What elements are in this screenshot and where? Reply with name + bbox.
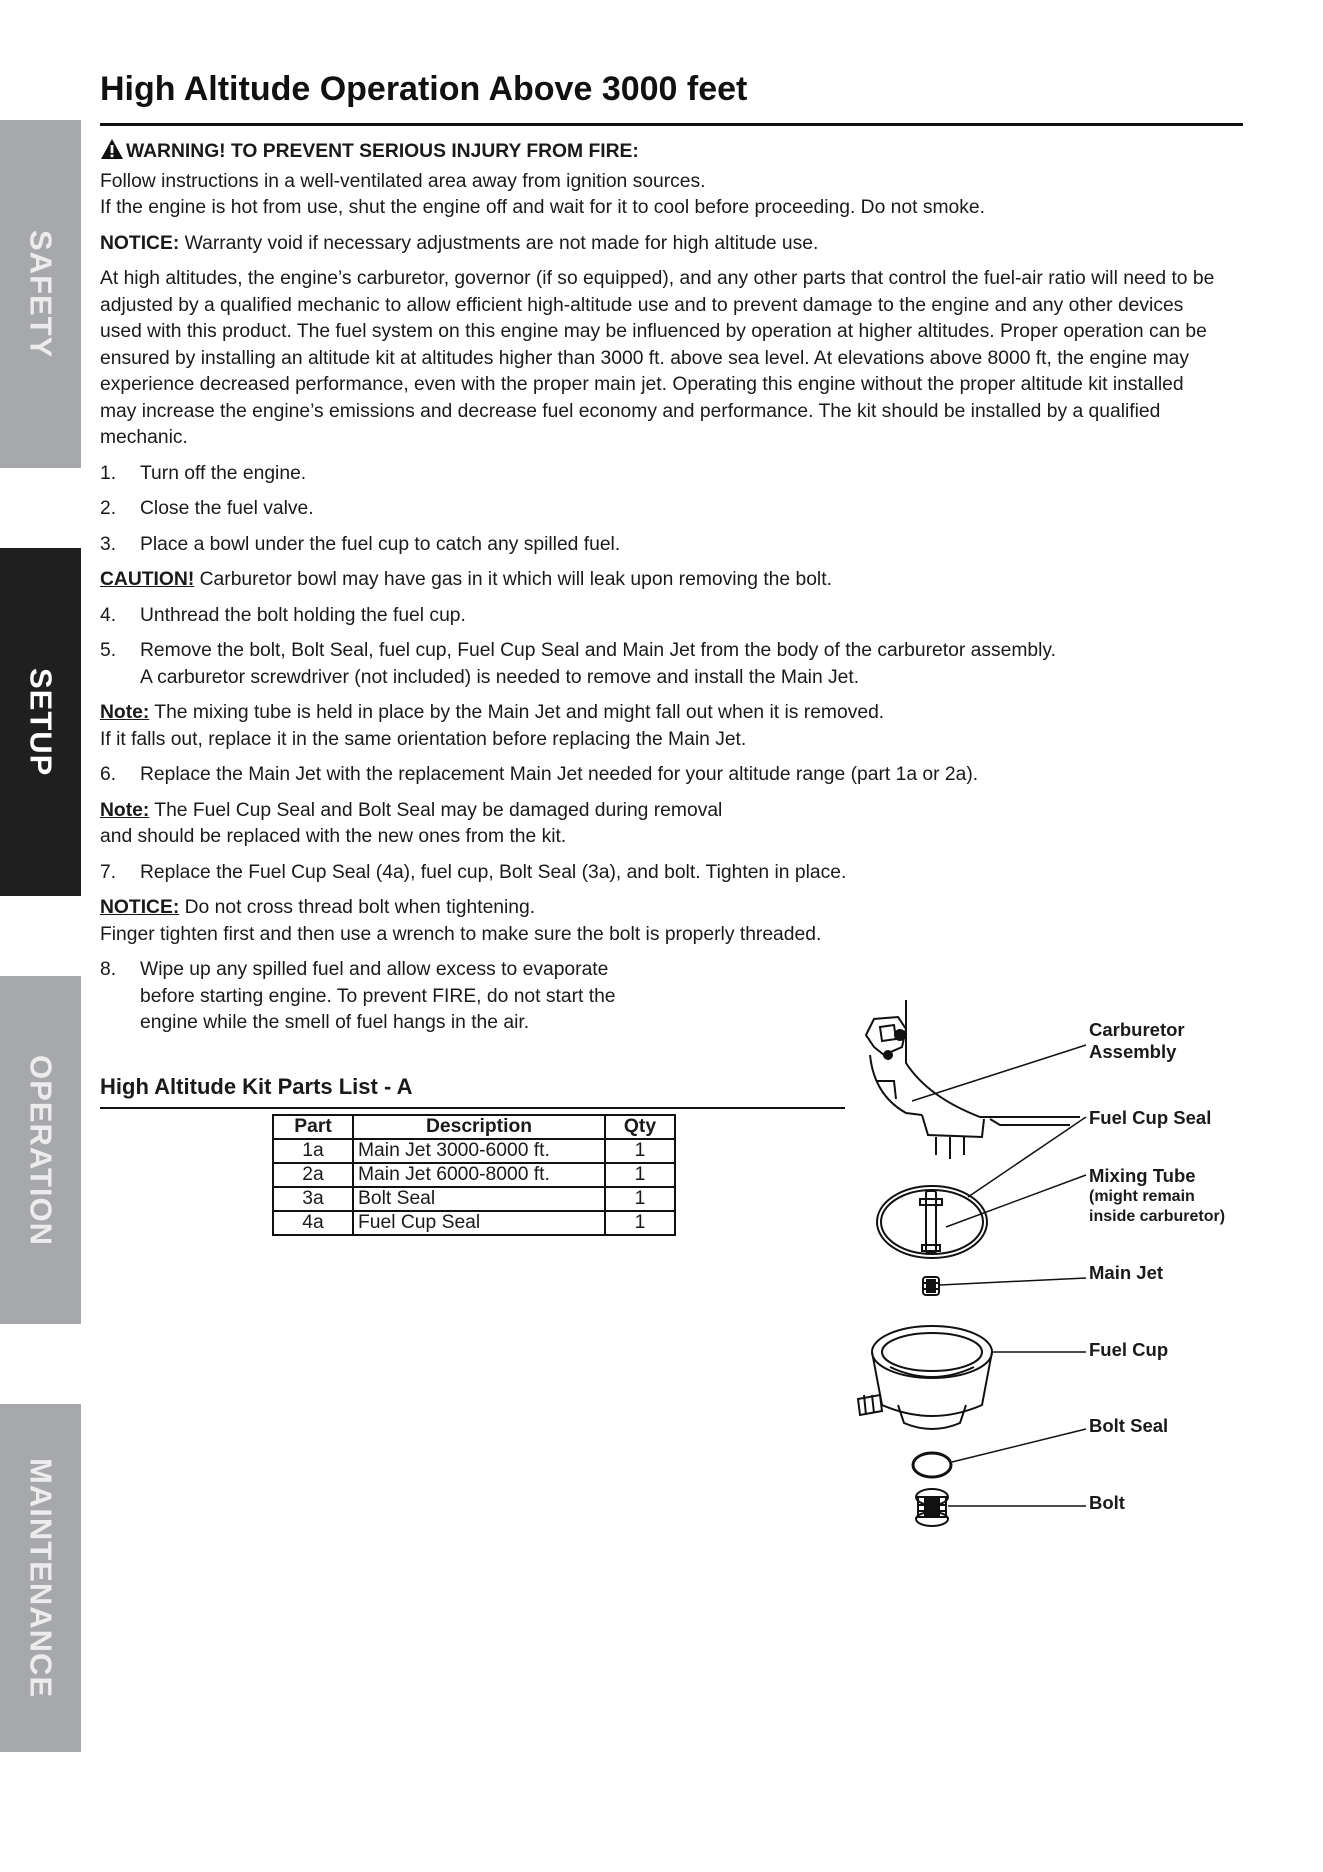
column-header-part: Part — [273, 1115, 353, 1139]
cell-part: 3a — [273, 1187, 353, 1211]
cell-description: Main Jet 6000-8000 ft. — [353, 1163, 605, 1187]
note-text-continued: If it falls out, replace it in the same orientation before replacing the Main Jet. — [100, 728, 747, 750]
label-mixing-tube-title: Mixing Tube — [1089, 1165, 1196, 1186]
warning-heading-text: WARNING! TO PREVENT SERIOUS INJURY FROM FIRE: — [126, 141, 639, 162]
cell-part: 4a — [273, 1211, 353, 1235]
step-text-line-3: engine while the smell of fuel hangs in the air. — [140, 1012, 530, 1033]
warning-triangle-icon — [100, 138, 124, 169]
step-3 — [100, 532, 1220, 559]
note-text: The mixing tube is held in place by the Main Jet and might fall out when it is removed. — [149, 702, 885, 723]
kit-divider — [100, 1107, 845, 1109]
label-fuel-cup-seal: Fuel Cup Seal — [1089, 1107, 1212, 1128]
carburetor-drawing — [840, 995, 1260, 1535]
caution-label: CAUTION! — [100, 569, 195, 590]
notice-text-continued: Finger tighten first and then use a wrench to make sure the bolt is properly threaded. — [100, 923, 822, 945]
step-number: 2. — [100, 498, 117, 519]
label-fuel-cup: Fuel Cup — [1089, 1339, 1169, 1360]
notice-label: NOTICE: — [100, 897, 180, 918]
tab-operation[interactable] — [0, 976, 81, 1324]
label-mixing-tube-sub-2: inside carburetor) — [1089, 1208, 1226, 1225]
tab-maintenance[interactable] — [0, 1404, 81, 1752]
parts-table — [272, 1114, 676, 1236]
step-4 — [100, 603, 1220, 630]
note-seals — [100, 798, 1220, 851]
kit-parts-heading: High Altitude Kit Parts List - A — [100, 1074, 413, 1099]
warning-line-2: If the engine is hot from use, shut the engine off and wait for it to cool before proceeding. Do not smoke. — [100, 197, 985, 218]
step-text-continued: A carburetor screwdriver (not included) is needed to remove and install the Main Jet. — [140, 666, 860, 688]
step-text-line-1: Wipe up any spilled fuel and allow excess to evaporate — [140, 959, 609, 980]
label-main-jet: Main Jet — [1089, 1262, 1164, 1283]
note-label: Note: — [100, 799, 150, 821]
step-2 — [100, 496, 1220, 523]
carburetor-exploded-diagram — [840, 995, 1260, 1535]
step-1 — [100, 461, 1220, 488]
step-text: Replace the Main Jet with the replacement Main Jet needed for your altitude range (part 1a or 2a). — [140, 764, 979, 785]
step-number: 8. — [100, 959, 117, 980]
step-text: Turn off the engine. — [140, 462, 307, 484]
warning-heading — [100, 138, 1220, 169]
label-bolt: Bolt — [1089, 1492, 1125, 1513]
label-carburetor-assembly — [1089, 1019, 1185, 1063]
note-text-continued: and should be replaced with the new ones from the kit. — [100, 826, 567, 847]
notice-text: Do not cross thread bolt when tightening. — [179, 897, 536, 918]
notice-threading — [100, 895, 1220, 948]
caution-note — [100, 567, 1220, 594]
page-title: High Altitude Operation Above 3000 feet — [100, 70, 748, 108]
cell-qty: 1 — [605, 1163, 675, 1187]
main-content — [100, 138, 1220, 1046]
note-mixing-tube — [100, 700, 1220, 753]
table-header-row — [273, 1115, 675, 1139]
step-6 — [100, 762, 1220, 789]
cell-part: 2a — [273, 1163, 353, 1187]
note-label: Note: — [100, 702, 150, 723]
title-divider — [100, 123, 1243, 126]
label-carburetor-line-2: Assembly — [1089, 1041, 1177, 1062]
column-header-description: Description — [353, 1115, 605, 1139]
label-mixing-tube — [1089, 1165, 1225, 1227]
step-text: Close the fuel valve. — [140, 498, 314, 519]
label-carburetor-line-1: Carburetor — [1089, 1019, 1185, 1040]
column-header-qty: Qty — [605, 1115, 675, 1139]
cell-part: 1a — [273, 1139, 353, 1163]
warning-line-1: Follow instructions in a well-ventilated area away from ignition sources. — [100, 170, 706, 192]
step-number: 3. — [100, 533, 117, 555]
notice-label: NOTICE: — [100, 232, 180, 254]
step-text: Unthread the bolt holding the fuel cup. — [140, 604, 466, 626]
step-number: 6. — [100, 764, 117, 785]
step-text: Remove the bolt, Bolt Seal, fuel cup, Fuel Cup Seal and Main Jet from the body of the carburetor assembly. — [140, 640, 1056, 661]
step-number: 1. — [100, 462, 117, 484]
intro-paragraph: At high altitudes, the engine’s carburetor, governor (if so equipped), and any other parts that control the fuel-air ratio will need to be adjusted by a qualified mechanic to allow efficient high-altitude use and to prevent damage to the engine and any other devices used with this product. The fuel system on this engine may be influenced by operation at higher altitudes. Proper operation can be ensured by installing an altitude kit at altitudes higher than 3000 ft. above sea level. At elevations above 8000 ft, the engine may experience decreased performance, even with the proper main jet. Operating this engine without the proper altitude kit installed may increase the engine’s emissions and decrease fuel economy and performance. The kit should be installed by a qualified mechanic. — [100, 268, 1215, 448]
tab-safety-label: SAFETY — [23, 229, 59, 359]
tab-safety[interactable] — [0, 120, 81, 468]
step-text-line-2: before starting engine. To prevent FIRE, do not start the — [140, 985, 616, 1007]
tab-setup-label: SETUP — [23, 667, 59, 777]
table-row — [273, 1139, 675, 1163]
cell-qty: 1 — [605, 1211, 675, 1235]
step-number: 7. — [100, 861, 117, 883]
step-number: 4. — [100, 604, 117, 626]
cell-qty: 1 — [605, 1187, 675, 1211]
cell-description: Main Jet 3000-6000 ft. — [353, 1139, 605, 1163]
tab-maintenance-label: MAINTENANCE — [23, 1457, 59, 1699]
tab-setup[interactable] — [0, 548, 81, 896]
step-text: Replace the Fuel Cup Seal (4a), fuel cup, Bolt Seal (3a), and bolt. Tighten in place. — [140, 861, 847, 883]
label-bolt-seal: Bolt Seal — [1089, 1415, 1169, 1436]
notice-warranty — [100, 231, 1220, 258]
step-text: Place a bowl under the fuel cup to catch any spilled fuel. — [140, 533, 621, 555]
caution-text: Carburetor bowl may have gas in it which will leak upon removing the bolt. — [194, 569, 832, 590]
note-text: The Fuel Cup Seal and Bolt Seal may be damaged during removal — [149, 799, 723, 821]
table-row — [273, 1211, 675, 1235]
tab-operation-label: OPERATION — [23, 1054, 59, 1246]
table-row — [273, 1163, 675, 1187]
cell-description: Fuel Cup Seal — [353, 1211, 605, 1235]
table-row — [273, 1187, 675, 1211]
cell-description: Bolt Seal — [353, 1187, 605, 1211]
notice-text: Warranty void if necessary adjustments are not made for high altitude use. — [179, 232, 819, 254]
step-7 — [100, 860, 1220, 887]
step-5 — [100, 638, 1220, 691]
label-mixing-tube-sub-1: (might remain — [1089, 1188, 1195, 1205]
step-number: 5. — [100, 640, 117, 661]
cell-qty: 1 — [605, 1139, 675, 1163]
